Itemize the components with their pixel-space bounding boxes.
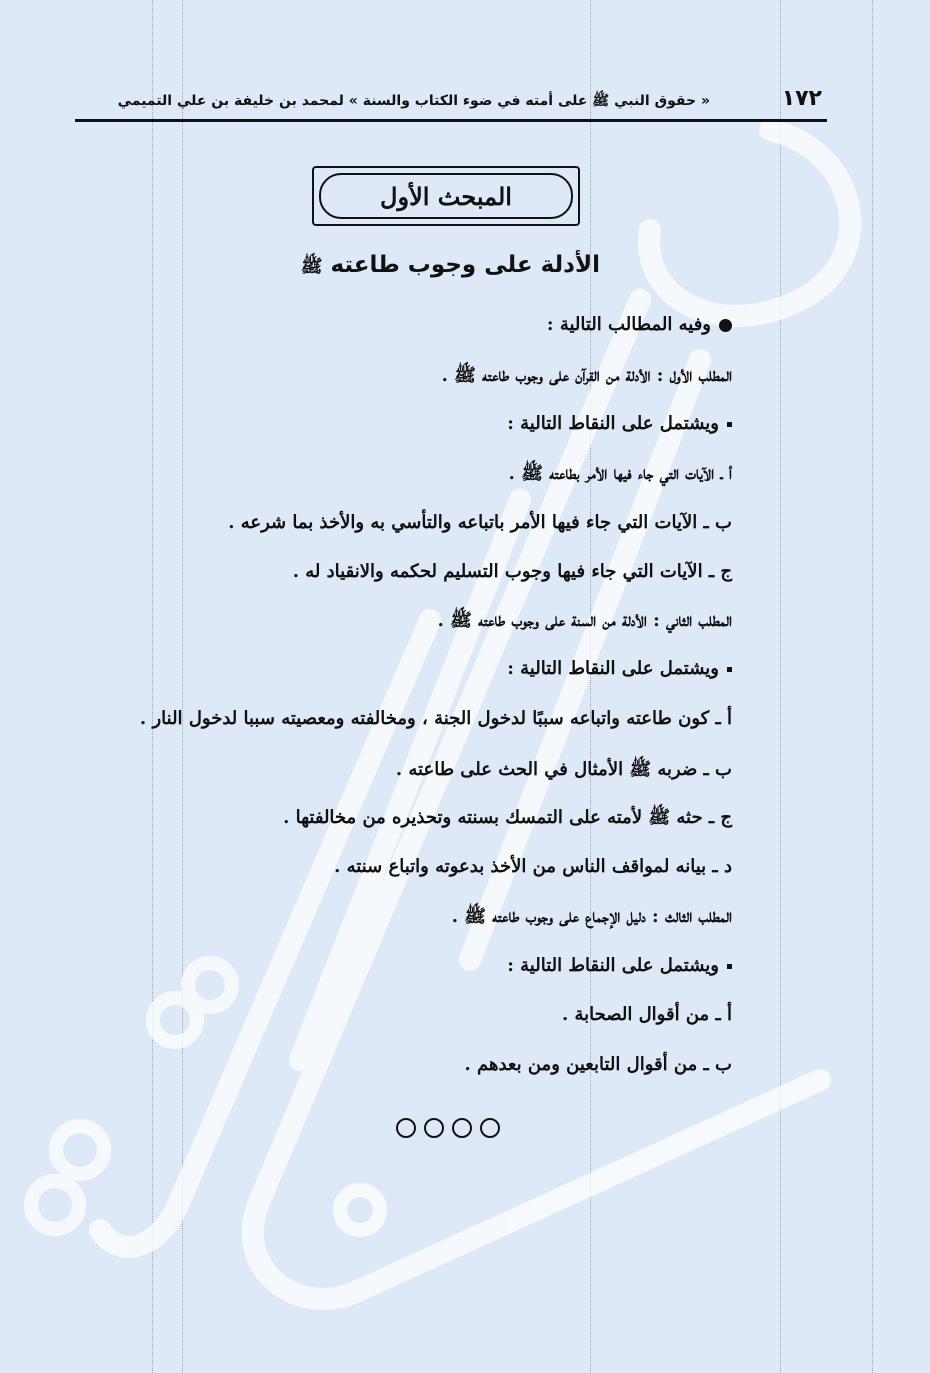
intro-text: وفيه المطالب التالية : [546,314,711,335]
list-item: المطلب الثاني : الأدلة من السنة على وجوب طاعته ﷺ . [437,610,732,631]
header-rule [75,119,827,122]
small-bullet-icon [727,422,732,427]
list-item [140,658,732,679]
circle-ornament-icon [480,1118,500,1138]
bullet-icon [719,319,732,332]
circle-ornament-icon [396,1118,416,1138]
list-item-text: ويشتمل على النقاط التالية : [507,413,719,434]
section-heading: المبحث الأول [319,173,573,219]
small-bullet-icon [727,964,732,969]
list-item: ج ـ الآيات التي جاء فيها وجوب التسليم لحكمه والانقياد له . [292,561,732,582]
section-heading-frame [312,166,580,226]
circle-ornament-icon [424,1118,444,1138]
section-subtitle [200,252,600,281]
intro-line [140,314,732,335]
list-item: د ـ بيانه لمواقف الناس من الأخذ بدعوته واتباع سنته . [334,856,732,877]
list-item [140,955,732,976]
small-bullet-icon [727,667,732,672]
section-subtitle-text: الأدلة على وجوب طاعته [330,252,600,278]
list-item: أ ـ من أقوال الصحابة . [561,1004,732,1025]
page-number: ١٧٢ [781,86,822,111]
running-title: « حقوق النبي ﷺ على أمته في ضوء الكتاب والسنة » لمحمد بن خليفة بن علي التميمي [117,93,710,109]
list-item: أ ـ كون طاعته واتباعه سببًا لدخول الجنة ، ومخالفته ومعصيته سببا لدخول النار . [139,708,732,729]
list-item: ج ـ حثه ﷺ لأمته على التمسك بسنته وتحذيره من مخالفتها . [283,807,732,828]
circle-ornament-icon [452,1118,472,1138]
list-item: ب ـ من أقوال التابعين ومن بعدهم . [464,1054,732,1075]
list-item [140,413,732,434]
list-item: أ ـ الآيات التي جاء فيها الأمر بطاعته ﷺ . [508,463,732,484]
list-item: المطلب الأول : الأدلة من القرآن على وجوب طاعته ﷺ . [441,365,732,386]
end-of-section-marker [396,1118,500,1138]
list-item: ب ـ الآيات التي جاء فيها الأمر باتباعه والتأسي به والأخذ بما شرعه . [228,512,732,533]
list-item: المطلب الثالث : دليل الإجماع على وجوب طاعته ﷺ . [451,906,732,927]
list-item-text: ويشتمل على النقاط التالية : [507,955,719,976]
list-item: ب ـ ضربه ﷺ الأمثال في الحث على طاعته . [395,759,732,780]
list-item-text: ويشتمل على النقاط التالية : [507,658,719,679]
salutation-glyph: ﷺ [300,256,323,277]
